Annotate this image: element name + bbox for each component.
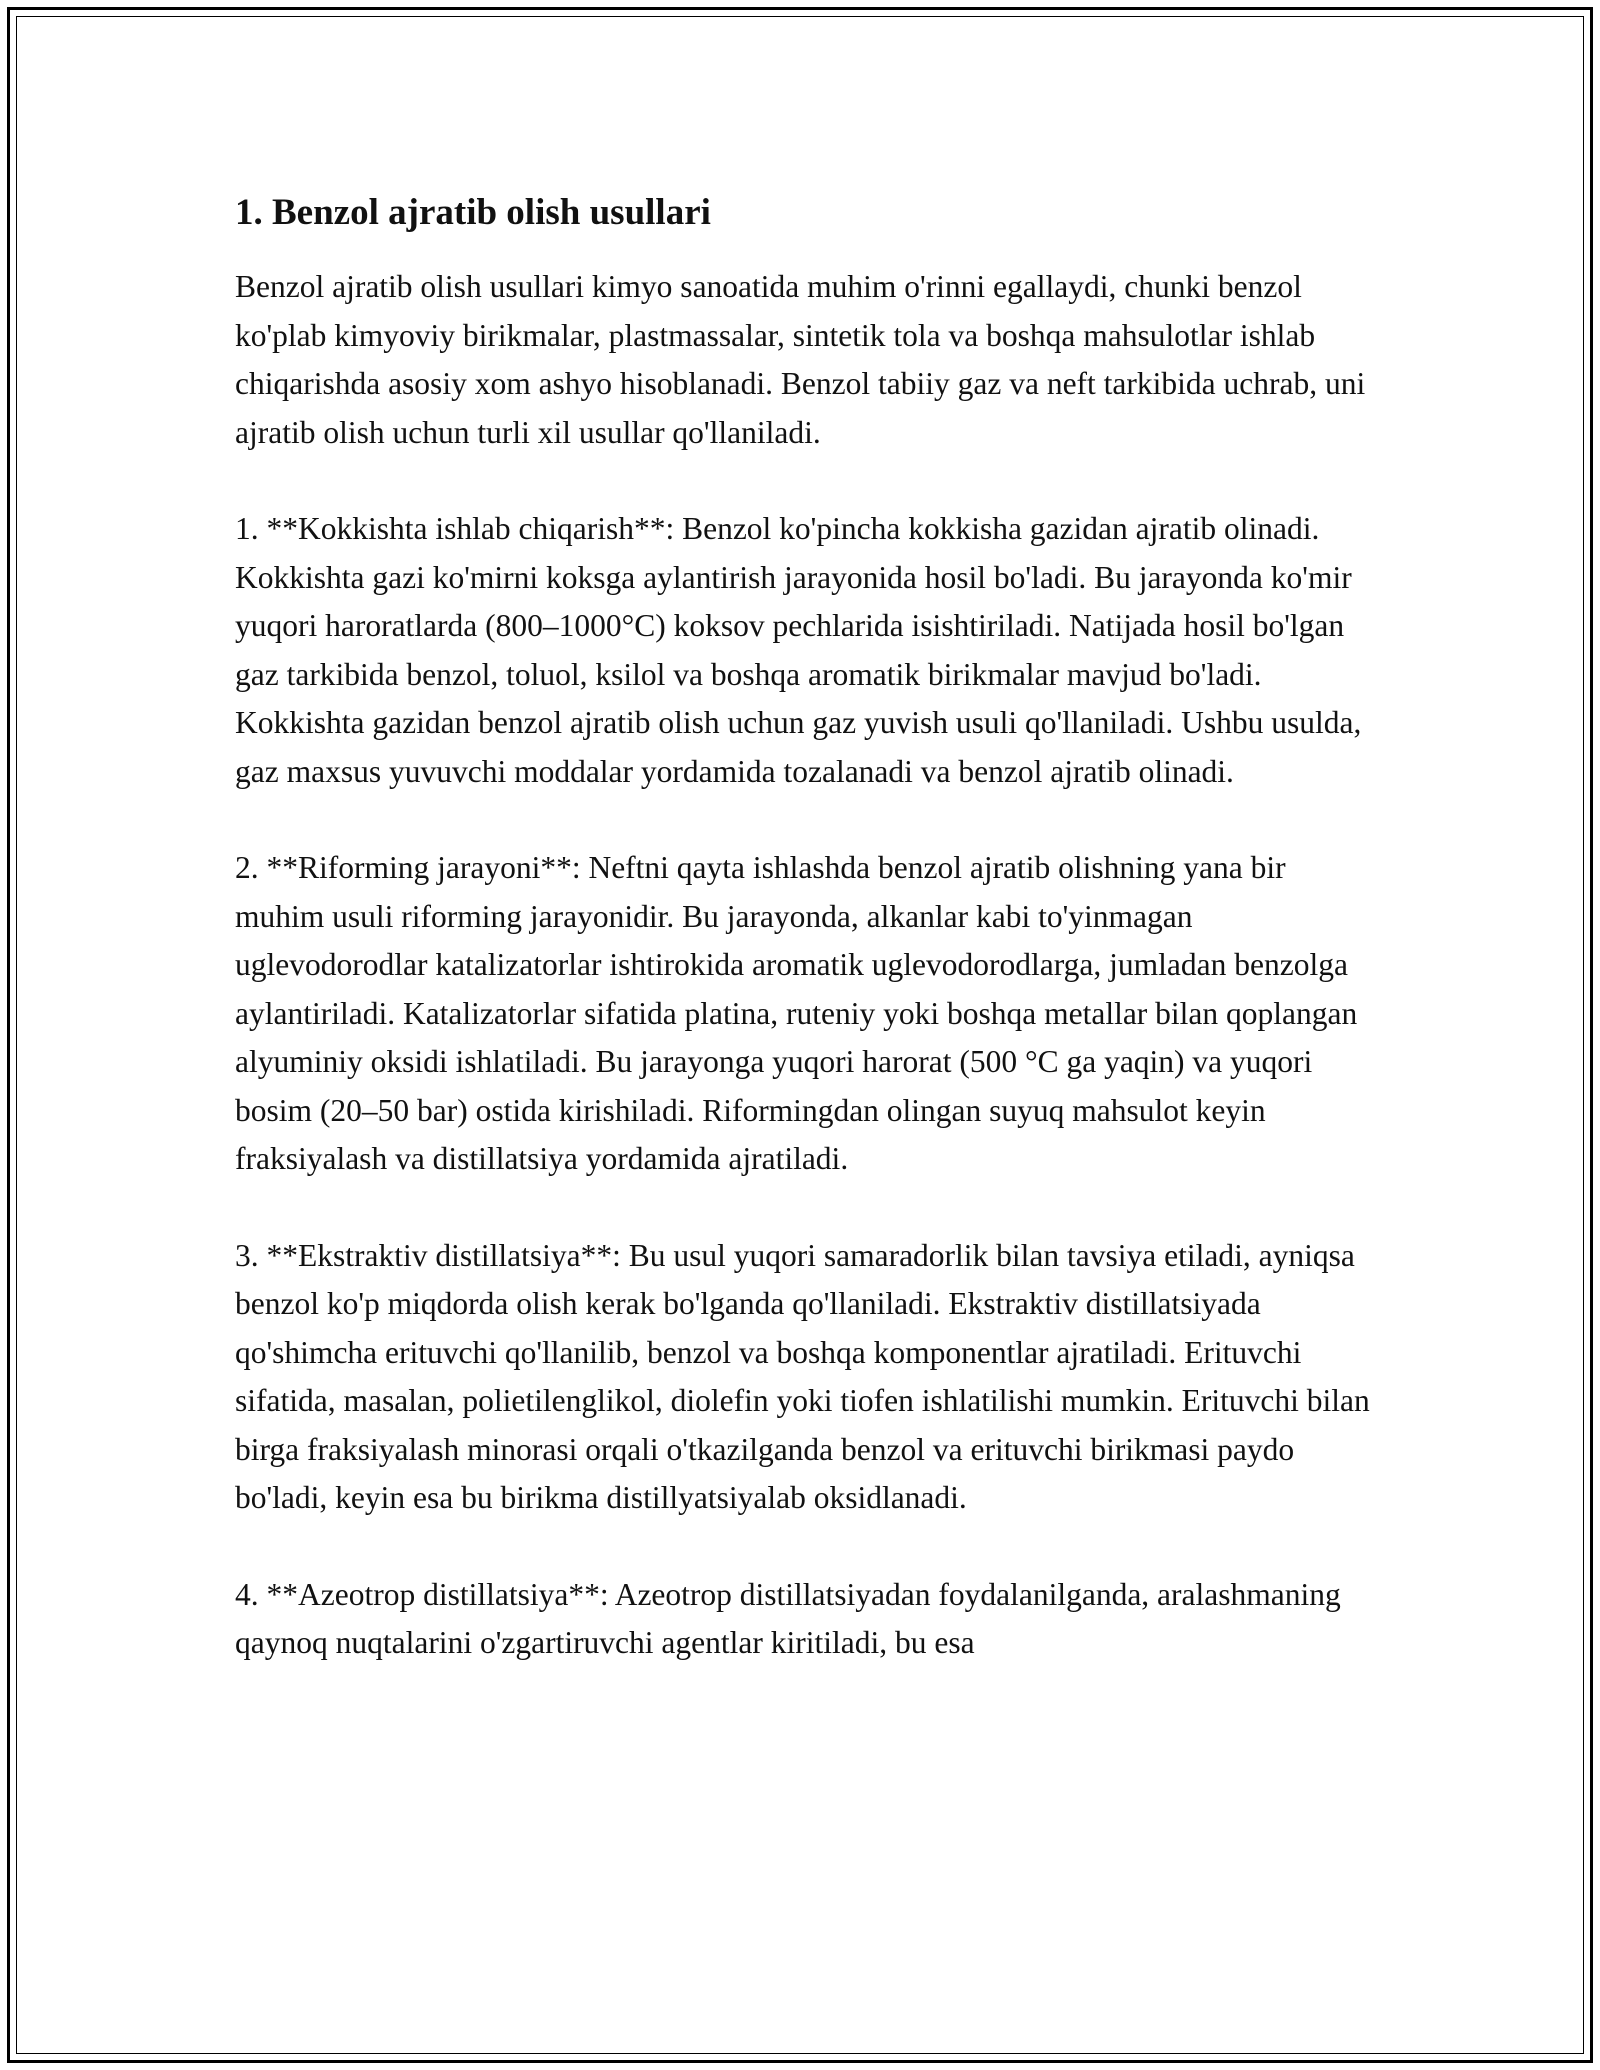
paragraph-intro: Benzol ajratib olish usullari kimyo sanoatida muhim o'rinni egallaydi, chunki benzol ko'plab kimyoviy birikmalar, plastmassalar, sintetik tola va boshqa mahsulotlar ishlab chiqarishda asosiy xom ashyo hisoblanadi. Benzol tabiiy gaz va neft tarkibida uchrab, uni ajratib olish uchun turli xil usullar qo'llaniladi.: [235, 269, 1366, 450]
paragraph-method-2: 2. **Riforming jarayoni**: Neftni qayta ishlashda benzol ajratib olishning yana bir muhim usuli riforming jarayonidir. Bu jarayonda, alkanlar kabi to'yinmagan uglevodorodlar katalizatorlar ishtirokida aromatik uglevodorodlarga, jumladan benzolga aylantiriladi. Katalizatorlar sifatida platina, ruteniy yoki boshqa metallar bilan qoplangan alyuminiy oksidi ishlatiladi. Bu jarayonga yuqori harorat (500 °C ga yaqin) va yuqori bosim (20–50 bar) ostida kirishiladi. Riformingdan olingan suyuq mahsulot keyin fraksiyalash va distillatsiya yordamida ajratiladi.: [235, 850, 1358, 1176]
paragraph-method-1: 1. **Kokkishta ishlab chiqarish**: Benzol ko'pincha kokkisha gazidan ajratib olinadi. Kokkishta gazi ko'mirni koksga aylantirish jarayonida hosil bo'ladi. Bu jarayonda ko'mir yuqori haroratlarda (800–1000°C) koksov pechlarida isishtiriladi. Natijada hosil bo'lgan gaz tarkibida benzol, toluol, ksilol va boshqa aromatik birikmalar mavjud bo'ladi. Kokkishta gazidan benzol ajratib olish uchun gaz yuvish usuli qo'llaniladi. Ushbu usulda, gaz maxsus yuvuvchi moddalar yordamida tozalanadi va benzol ajratib olinadi.: [235, 511, 1362, 789]
paragraph-method-4: 4. **Azeotrop distillatsiya**: Azeotrop distillatsiyadan foydalanilganda, aralashmaning qaynoq nuqtalarini o'zgartiruvchi agentlar kiritiladi, bu esa: [235, 1576, 1341, 1660]
paragraph-method-3: 3. **Ekstraktiv distillatsiya**: Bu usul yuqori samaradorlik bilan tavsiya etiladi, ayniqsa benzol ko'p miqdorda olish kerak bo'lganda qo'llaniladi. Ekstraktiv distillatsiyada qo'shimcha erituvchi qo'llanilib, benzol va boshqa komponentlar ajratiladi. Erituvchi sifatida, masalan, polietilenglikol, diolefin yoki tiofen ishlatilishi mumkin. Erituvchi bilan birga fraksiyalash minorasi orqali o'tkazilganda benzol va erituvchi birikmasi paydo bo'ladi, keyin esa bu birikma distillyatsiyalab oksidlanadi.: [235, 1237, 1370, 1515]
document-title: 1. Benzol ajratib olish usullari: [235, 192, 711, 233]
document-body: [235, 185, 1370, 1716]
